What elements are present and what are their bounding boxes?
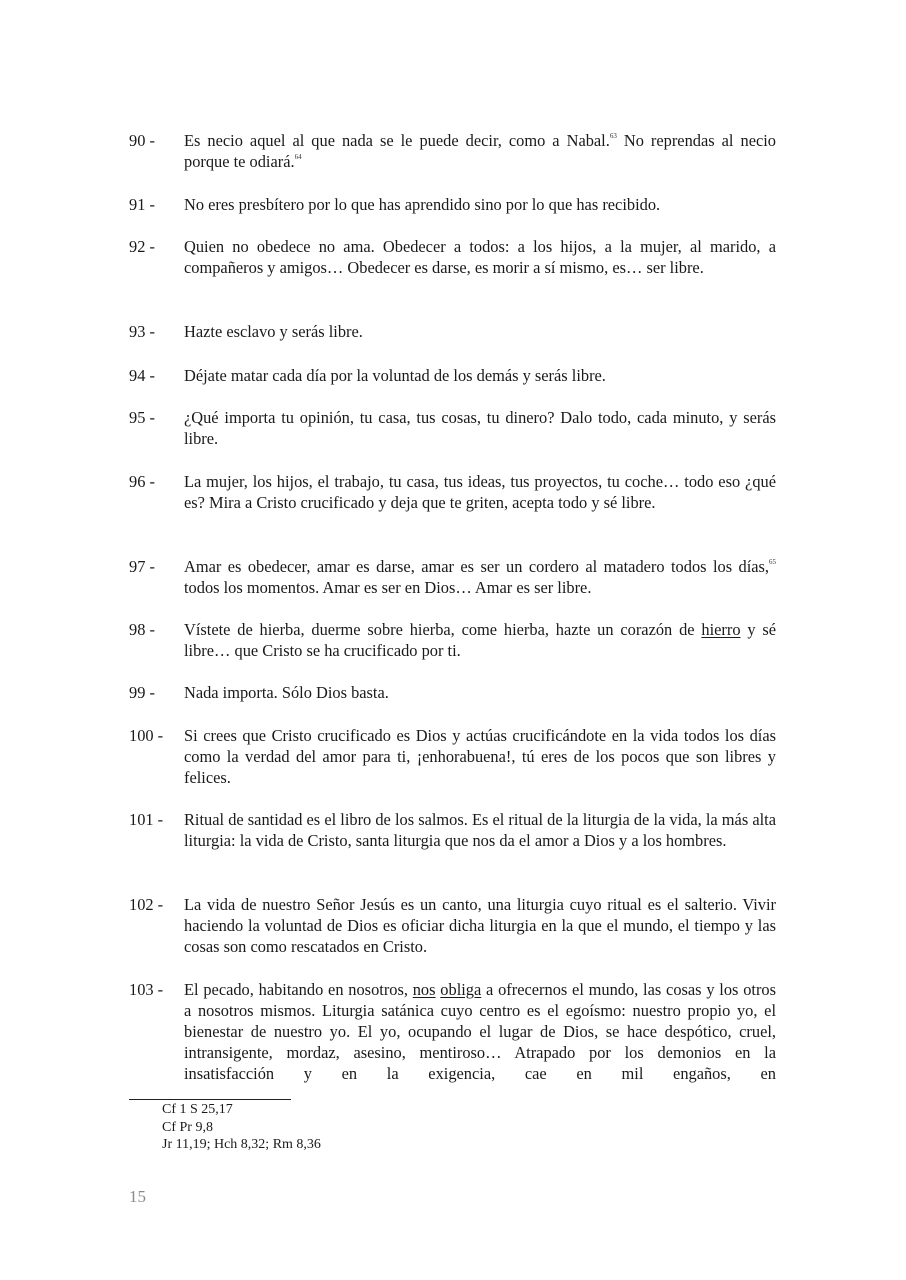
paragraph-text: El pecado, habitando en nosotros, nos obliga a ofrecernos el mundo, las cosas y los otros a nosotros mismos. Liturgia satánica cuyo centro es el egoísmo: nuestro propio yo, el bienestar de nuestro yo. El yo, ocupando el lugar de Dios, se hace despótico, cruel, intransigente, mordaz, asesino, mentiroso… Atrapado por los demonios en la insatisfacción y en la exigencia, cae en mil engaños, en — [184, 980, 776, 1083]
numbered-paragraph-96 — [129, 471, 776, 513]
footnote-divider — [129, 1099, 291, 1100]
numbered-paragraph-92 — [129, 236, 776, 278]
paragraph-number: 95 - — [129, 408, 155, 427]
numbered-paragraph-95 — [129, 407, 776, 449]
paragraph-text: La mujer, los hijos, el trabajo, tu casa, tus ideas, tus proyectos, tu coche… todo eso ¿qué es? Mira a Cristo crucificado y deja que te griten, acepta todo y sé libre. — [184, 472, 776, 512]
paragraph-text: No eres presbítero por lo que has aprendido sino por lo que has recibido. — [184, 195, 661, 214]
paragraph-text: Quien no obedece no ama. Obedecer a todos: a los hijos, a la mujer, al marido, a compañeros y amigos… Obedecer es darse, es morir a sí mismo, es… ser libre. — [184, 237, 776, 277]
underlined-word: hierro — [701, 620, 741, 639]
numbered-paragraph-91 — [129, 194, 776, 215]
footnote-ref[interactable]: 63 — [609, 132, 617, 140]
paragraph-text: La vida de nuestro Señor Jesús es un canto, una liturgia cuyo ritual es el salterio. Vivir haciendo la voluntad de Dios es oficiar dicha liturgia en la que el mundo, el tiempo y las cosas son como rescatados en Cristo. — [184, 895, 776, 956]
paragraph-text: Es necio aquel al que nada se le puede decir, como a Nabal.$^{63}$ No reprendas al necio porque te odiará.$^{64}$ — [184, 131, 776, 171]
paragraph-text: Déjate matar cada día por la voluntad de los demás y serás libre. — [184, 366, 606, 385]
numbered-paragraph-98 — [129, 619, 776, 661]
paragraph-number: 101 - — [129, 810, 164, 829]
page-number: 15 — [129, 1187, 146, 1206]
paragraph-text: Ritual de santidad es el libro de los salmos. Es el ritual de la liturgia de la vida, la más alta liturgia: la vida de Cristo, santa liturgia que nos da el amor a Dios y a los hombres. — [184, 810, 776, 850]
paragraph-text: Amar es obedecer, amar es darse, amar es ser un cordero al matadero todos los días,$^{65}$ todos los momentos. Amar es ser en Dios… Amar es ser libre. — [184, 557, 776, 597]
numbered-paragraph-97 — [129, 556, 776, 598]
paragraph-text: Hazte esclavo y serás libre. — [184, 322, 363, 341]
paragraph-number: 92 - — [129, 237, 155, 256]
numbered-paragraph-101 — [129, 809, 776, 851]
footnote-ref[interactable]: 65 — [769, 558, 776, 566]
paragraph-text: ¿Qué importa tu opinión, tu casa, tus cosas, tu dinero? Dalo todo, cada minuto, y serás libre. — [184, 408, 776, 448]
paragraph-number: 94 - — [129, 366, 155, 385]
paragraph-number: 99 - — [129, 683, 155, 702]
footnote-ref[interactable]: 64 — [294, 153, 302, 161]
footnotes — [162, 1101, 321, 1154]
numbered-paragraph-102 — [129, 894, 776, 957]
footnote-65: Jr 11,19; Hch 8,32; Rm 8,36 — [162, 1137, 321, 1152]
underlined-word: obliga — [440, 980, 482, 999]
paragraph-number: 100 - — [129, 726, 164, 745]
underlined-word: nos — [412, 980, 436, 999]
footnote-64: Cf Pr 9,8 — [162, 1119, 213, 1135]
paragraph-text: Si crees que Cristo crucificado es Dios y actúas crucificándote en la vida todos los días como la verdad del amor para ti, ¡enhorabuena!, tú eres de los pocos que son libres y felices. — [184, 726, 776, 787]
paragraph-text: Nada importa. Sólo Dios basta. — [184, 683, 389, 702]
paragraph-number: 97 - — [129, 557, 155, 576]
numbered-paragraph-103 — [129, 979, 776, 1084]
paragraph-number: 103 - — [129, 980, 164, 999]
numbered-paragraph-99 — [129, 682, 776, 703]
numbered-paragraph-94 — [129, 365, 776, 386]
paragraph-number: 90 - — [129, 131, 155, 150]
paragraph-number: 102 - — [129, 895, 164, 914]
paragraph-number: 96 - — [129, 472, 155, 491]
numbered-paragraph-93 — [129, 321, 776, 342]
paragraph-number: 91 - — [129, 195, 155, 214]
paragraph-number: 98 - — [129, 620, 155, 639]
numbered-paragraph-90 — [129, 130, 776, 172]
paragraph-number: 93 - — [129, 322, 155, 341]
numbered-paragraph-100 — [129, 725, 776, 788]
footnote-63: Cf 1 S 25,17 — [162, 1102, 233, 1117]
paragraph-text: Vístete de hierba, duerme sobre hierba, come hierba, hazte un corazón de hierro y sé libre… que Cristo se ha crucificado por ti. — [184, 620, 777, 660]
